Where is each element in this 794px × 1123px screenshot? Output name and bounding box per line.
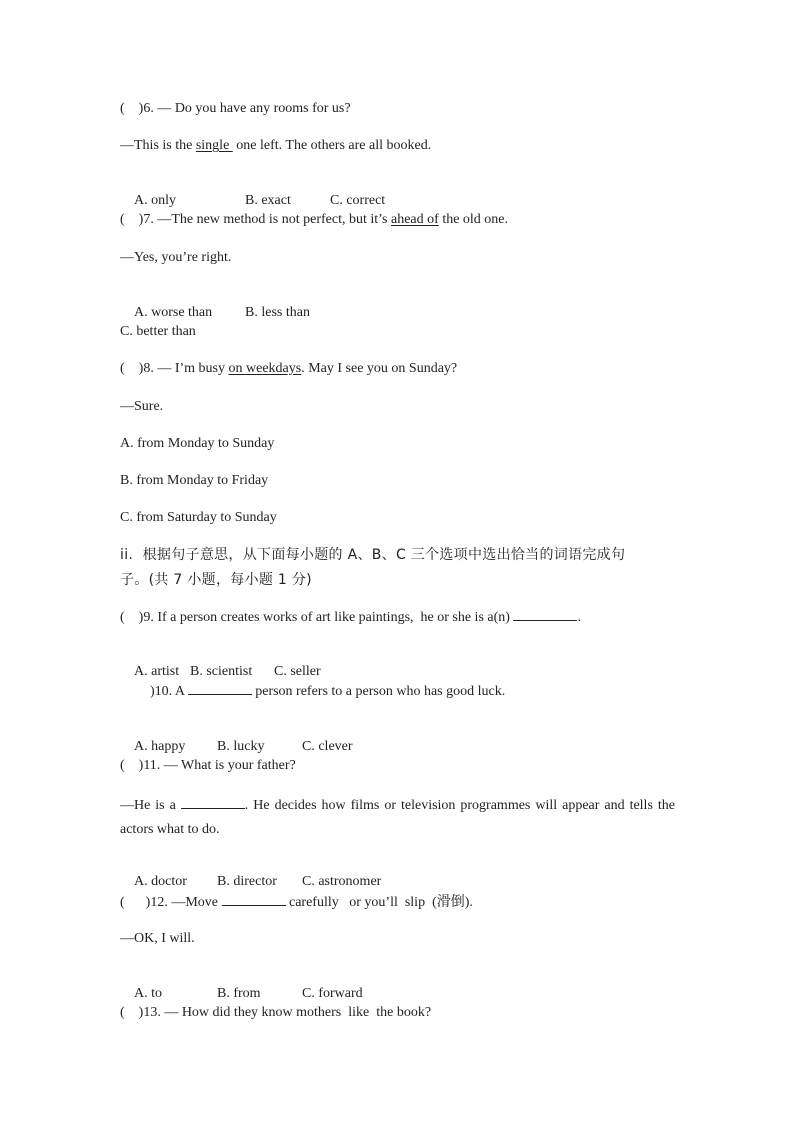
question-6-option-b: B. exact (245, 193, 291, 208)
question-9-stem-pre: ( )9. If a person creates works of art like paintings, he or she is a(n) (120, 610, 514, 625)
question-11-stem: ( )11. — What is your father? (120, 758, 296, 773)
question-9-option-c: C. seller (274, 664, 321, 679)
question-11-option-b: B. director (217, 874, 277, 889)
question-6-option-a: A. only (134, 193, 176, 208)
question-11-option-c: C. astronomer (302, 874, 382, 889)
question-8-reply: —Sure. (120, 399, 164, 414)
question-10-option-a: A. happy (134, 739, 186, 754)
question-8-option-c: C. from Saturday to Sunday (120, 510, 277, 525)
question-10-option-b: B. lucky (217, 739, 265, 754)
question-7-stem-pre: ( )7. —The new method is not perfect, but it’s (120, 212, 391, 227)
question-8-underlined-phrase: on weekdays (228, 361, 302, 376)
question-9-option-b: B. scientist (190, 664, 253, 679)
question-12-stem-pre: ( )12. —Move (120, 895, 222, 910)
question-7-option-a: A. worse than (134, 305, 213, 320)
question-10-stem (150, 682, 505, 701)
question-6-stem: ( )6. — Do you have any rooms for us? (120, 101, 351, 116)
question-12-option-c: C. forward (302, 986, 363, 1001)
question-8-stem-pre: ( )8. — I’m busy (120, 361, 229, 376)
question-6-reply-pre: —This is the (120, 138, 196, 153)
question-8-stem-post: . May I see you on Sunday? (301, 361, 458, 376)
answer-blank (181, 796, 245, 809)
question-11-reply (120, 794, 675, 842)
question-8-option-b: B. from Monday to Friday (120, 473, 269, 488)
question-6-reply-post: one left. The others are all booked. (232, 138, 432, 153)
question-12-stem (120, 893, 473, 912)
question-11-reply-post: . He decides how films or television programmes will appear and tells the actors what to do. (120, 798, 675, 837)
section-ii-instruction-line-1: ii. 根据句子意思，从下面每小题的 A、B、C 三个选项中选出恰当的词语完成句 (120, 547, 626, 563)
answer-blank (222, 893, 286, 906)
question-12-reply: —OK, I will. (120, 931, 195, 946)
question-10-stem-pre: )10. A (150, 684, 188, 699)
question-12-option-a: A. to (134, 986, 162, 1001)
question-11-option-a: A. doctor (134, 874, 187, 889)
question-7-reply: —Yes, you’re right. (120, 250, 232, 265)
question-9-option-a: A. artist (134, 664, 180, 679)
question-10-stem-post: person refers to a person who has good luck. (251, 684, 506, 699)
section-ii-instruction-line-2: 子。(共 7 小题，每小题 1 分) (120, 572, 312, 588)
question-6-option-c: C. correct (330, 193, 386, 208)
question-13-stem: ( )13. — How did they know mothers like the book? (120, 1005, 432, 1020)
question-12-stem-post: carefully or you’ll slip (滑倒). (285, 895, 473, 910)
question-7-option-c: C. better than (120, 324, 196, 339)
question-10-option-c: C. clever (302, 739, 353, 754)
question-7-stem (120, 211, 508, 229)
question-9-stem (120, 608, 581, 627)
answer-blank (188, 682, 252, 695)
question-9-stem-post: . (577, 610, 581, 625)
question-8-option-a: A. from Monday to Sunday (120, 436, 275, 451)
answer-blank (513, 608, 577, 621)
question-11-reply-pre: —He is a (120, 798, 181, 813)
question-8-stem (120, 360, 457, 378)
question-7-option-b: B. less than (245, 305, 310, 320)
question-7-stem-post: the old one. (438, 212, 509, 227)
question-12-option-b: B. from (217, 986, 261, 1001)
question-6-underlined-word: single (195, 138, 233, 153)
question-7-underlined-phrase: ahead of (391, 212, 439, 227)
question-6-reply (120, 137, 431, 155)
